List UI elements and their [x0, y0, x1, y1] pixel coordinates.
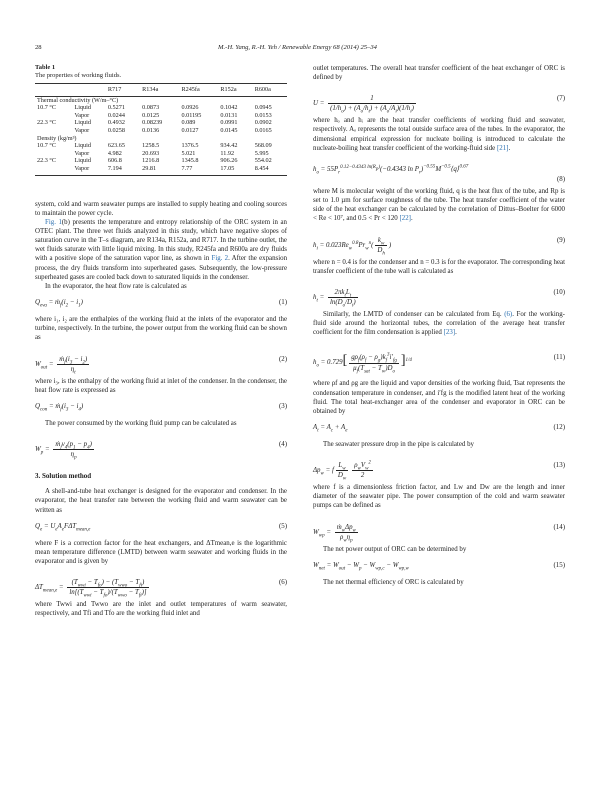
- reference-link[interactable]: [21]: [496, 144, 509, 152]
- equation-13: $\Delta p_w = f$ $\frac{L_w}{D_w}$ $\rho_wV_w^2$ 2 (13): [313, 460, 565, 482]
- equation-5: $Q_e = U_eA_eF\Delta T_{mean,e}$ (5): [35, 522, 287, 533]
- paragraph: A shell-and-tube heat exchanger is designed for the evaporator and condenser. In the evaporator, the heat transfer rate between the working fluid and warm seawater can be written as: [35, 488, 287, 514]
- table-cell: 5.995: [254, 149, 269, 157]
- equation-9: $h_i = 0.023Re_w^{0.8}Pr_w^n$( $\frac{k_w}{D_h}$ ) (9): [313, 236, 565, 257]
- table-cell: 0.0145: [220, 126, 238, 134]
- paragraph: where hₒ and hᵢ are the heat transfer coefficients of working fluid and seawater, respectively. Aₒ represents the total outside surface area of the tubes. In the evaporator, the dimensional empirical expression for nucleate boiling is introduced to calculate the nucleate-boiling heat transfer coefficient of the working-fluid side [21].: [313, 117, 565, 152]
- equation-2: $W_{out}$ = $\frac{ṁ_f(i_3 - i_2)}{\eta_t}$ (2): [35, 355, 287, 376]
- table-row: [35, 127, 287, 135]
- table-row: [35, 150, 287, 158]
- table-cell: 4.982: [107, 149, 122, 157]
- table-row: [35, 135, 287, 143]
- table-cell: 0.0945: [254, 104, 272, 112]
- table-cell: 17.05: [218, 165, 252, 175]
- table-cell: Liquid: [74, 119, 91, 127]
- reference-link[interactable]: [23]: [443, 329, 456, 337]
- table-cell: 20.693: [142, 149, 160, 157]
- equation-10: $h_t$ = $2\pi k_tL_t$ $\ln(D_o/D_i)$ (10): [313, 288, 565, 309]
- paragraph: where ρf and ρg are the liquid and vapor densities of the working fluid, Tsat represents the condensation temperature in condenser, and i′fg is the modified latent heat of the working fluid. The total heat-exchanger area of the condenser and evaporator in ORC can be obtained by: [313, 380, 565, 415]
- table-cell: 1258.5: [142, 142, 160, 150]
- left-column: [35, 64, 287, 618]
- reference-link[interactable]: [22]: [399, 215, 411, 223]
- table-row: [35, 119, 287, 127]
- table-cell: 0.0125: [142, 111, 160, 119]
- equation-14: $W_{wp}$ = $ṁ_w\Delta p_w$ $\rho_w\eta_p$ (14): [313, 523, 565, 544]
- table-cell: 1345.8: [181, 157, 199, 165]
- paragraph: The net thermal efficiency of ORC is calculated by: [323, 578, 464, 586]
- table-cell: [35, 112, 72, 120]
- table-cell: [35, 127, 72, 135]
- table-cell: 10.7 °C: [37, 142, 56, 150]
- equation-12: $A_t = A_c + A_e$ (12): [313, 423, 565, 434]
- equation-7: U = $\frac{1}{(1/h_o) + (A_o/h_t) + (A_o/A_i)(1/h_i)}$ (7): [313, 95, 565, 115]
- table-cell: Liquid: [74, 142, 91, 150]
- table-cell: 0.08239: [142, 119, 163, 127]
- paragraph: where M is molecular weight of the working fluid, q is the heat flux of the tube, and Rp is set to 1.0 µm for surface roughness of the tube. The heat transfer coefficient of the water side of the heat exchanger can be calculated by the correlation of Dittus–Boelter for 6000 < Re < 10⁷, and 0.5 < Pr < 120 [22].: [313, 187, 565, 223]
- table-cell: 0.089: [181, 119, 196, 127]
- equation-11: $h_o = 0.729$[ $g\rho_f(\rho_f - \rho_g)k_f^3i'_{fg}$ $\mu_f(T_{sat} - T_w)D_o$ ]$^{1/4}$ (11): [313, 353, 565, 374]
- table-cell: 0.5271: [107, 104, 125, 112]
- table-header-cell: R717: [106, 84, 140, 97]
- paragraph: where i₃, is the enthalpy of the working fluid at inlet of the condenser. In the condenser, the heat flow rate is expressed as: [35, 377, 287, 394]
- table-cell: Liquid: [74, 157, 91, 165]
- table-header-cell: R245fa: [179, 84, 218, 97]
- section-heading: 3. Solution method: [35, 472, 92, 481]
- table-cell: 0.0165: [254, 126, 272, 134]
- equation-link[interactable]: (6): [504, 310, 513, 318]
- paragraph: where f is a dimensionless friction factor, and Lw and Dw are the length and inner diameter of the seawater pipe. The power consumption of the cold and warm seawater pumps can be defined as: [313, 484, 565, 510]
- table-cell: 0.0258: [107, 126, 125, 134]
- paragraph: outlet temperatures. The overall heat transfer coefficient of the heat exchanger of ORC is defined by: [313, 65, 565, 82]
- table-section-title: Thermal conductivity (W/m–°C): [37, 96, 119, 104]
- table-cell: 8.454: [253, 165, 287, 175]
- table-cell: Liquid: [74, 104, 91, 112]
- table-header-cell: R152a: [218, 84, 252, 97]
- table-cell: 0.0136: [142, 126, 160, 134]
- table-row: [35, 165, 287, 175]
- table-cell: 606.8: [107, 157, 122, 165]
- table-row: [35, 112, 287, 120]
- table-caption-text: The properties of working fluids.: [35, 72, 122, 79]
- table-cell: 0.0991: [220, 119, 238, 127]
- table-cell: 0.0873: [142, 104, 160, 112]
- paragraph: The power consumed by the working fluid pump can be calculated as: [45, 419, 237, 427]
- table-cell: 0.0127: [181, 126, 199, 134]
- table-cell: 0.1042: [220, 104, 238, 112]
- table-cell: Vapor: [72, 165, 105, 175]
- table-cell: 1216.8: [142, 157, 160, 165]
- table-cell: 0.0131: [220, 111, 238, 119]
- paragraph: where Twwi and Twwo are the inlet and outlet temperatures of warm seawater, respectively, and Tfi and Tfo are the working fluid inlet and: [35, 601, 287, 618]
- table-cell: 0.4932: [107, 119, 125, 127]
- paragraph: where F is a correction factor for the heat exchangers, and ΔTmean,e is the logarithmic mean temperature difference (LMTD) between warm seawater and working fluids in the evaporator and is given by: [35, 539, 287, 565]
- table-header-cell: R134a: [140, 84, 179, 97]
- page-number: 28: [35, 44, 42, 51]
- table-cell: 22.3 °C: [37, 157, 56, 165]
- table-cell: 1376.5: [181, 142, 199, 150]
- table-cell: [35, 150, 72, 158]
- table-cell: Vapor: [74, 111, 90, 119]
- paragraph: The net power output of ORC can be determined by: [323, 545, 467, 553]
- table-cell: 0.0926: [181, 104, 199, 112]
- paragraph: system, cold and warm seawater pumps are installed to supply heating and cooling sources to maintain the power cycle.: [35, 200, 287, 217]
- table-header-cell: R600a: [253, 84, 287, 97]
- equation-6: $\Delta T_{mean,e}$ = $(T_{wwi} - T_{fo}) - (T_{wwo} - T_{fi})$ $\ln[(T_{wwi} - T_{fo})/(T_{wwo} - T_{fi})]$ (6): [35, 579, 287, 599]
- table-cell: 22.3 °C: [37, 119, 56, 127]
- equation-4: $W_p$ = $ṁ_fv_4(p_1 - p_4)$ $\eta_p$ (4): [35, 441, 287, 461]
- properties-table: [35, 83, 287, 176]
- table-row: [35, 96, 287, 104]
- right-column: [313, 64, 565, 587]
- equation-8: $h_o = 55P_r^{0.12-0.4343 ln(R_p)}(-0.4343$ $\ln P_r)^{-0.55}M^{-0.5}⟨q⟩^{0.67}$ (8): [313, 164, 565, 183]
- table-cell: 0.0244: [107, 111, 125, 119]
- table-cell: Vapor: [74, 149, 90, 157]
- table-row: [35, 104, 287, 112]
- table-cell: 11.92: [220, 149, 235, 157]
- table-cell: 10.7 °C: [37, 104, 56, 112]
- table-label: Table 1: [35, 64, 56, 71]
- equation-15: $W_{net} = W_{out} - W_p - W_{wp,c} - W_{wp,w}$ (15): [313, 561, 565, 572]
- table-cell: 29.81: [140, 165, 179, 175]
- paragraph: where n = 0.4 is for the condenser and n = 0.3 is for the evaporator. The corresponding heat transfer coefficient of the tube wall is calculated as: [313, 258, 565, 275]
- table-cell: Vapor: [74, 126, 90, 134]
- figure-link[interactable]: Fig. 1: [45, 218, 62, 226]
- table-cell: 7.77: [179, 165, 218, 175]
- paragraph: Similarly, the LMTD of condenser can be calculated from Eq. (6). For the working-fluid side around the horizontal tubes, the correlation of the average heat transfer coefficient for the film condensation is applied [23].: [313, 310, 565, 337]
- paragraph: where i₁, i₂ are the enthalpies of the working fluid at the inlets of the evaporator and the turbine, respectively. In the turbine, the power output from the working fluid can be shown as: [35, 316, 287, 342]
- table-cell: 554.02: [254, 157, 272, 165]
- table-cell: 0.01195: [181, 111, 202, 119]
- table-cell: [35, 165, 72, 175]
- paragraph: In the evaporator, the heat flow rate is calculated as: [45, 282, 187, 290]
- table-row: [35, 157, 287, 165]
- table-section-title: Density (kg/m³): [37, 134, 77, 142]
- figure-link[interactable]: Fig. 2: [211, 255, 229, 263]
- running-title: M.-H. Yang, R.-H. Yeh / Renewable Energy 68 (2014) 25–34: [218, 44, 377, 51]
- table-cell: 7.194: [106, 165, 140, 175]
- table-cell: 5.021: [181, 149, 196, 157]
- equation-1: $Q_{eva}$ = $ṁ_f(i_2 - i_1)$ (1): [35, 299, 287, 309]
- table-header-cell: [72, 84, 105, 97]
- table-header-cell: [35, 84, 72, 97]
- table-cell: 906.26: [220, 157, 238, 165]
- table-cell: 934.42: [220, 142, 238, 150]
- paragraph: Fig. 1(b) presents the temperature and entropy relationship of the ORC system in an OTEC plant. The three wet fluids analyzed in this study, which have negative slopes of saturation curve in the T–s diagram, are R134a, R152a, and R717. In the turbine outlet, the wet fluids saturate with little liquid mixing. In this study, R245fa and R600a are dry fluids with a positive slope of the saturation vapor line, as shown in Fig. 2. After the expansion process, the dry fluids transform into superheated gases. Subsequently, the low-pressure superheated gases are cooled back down to saturated liquids in the condenser.: [35, 218, 288, 281]
- table-caption: [35, 64, 287, 80]
- table-row: [35, 142, 287, 150]
- equation-3: $Q_{con}$ = $ṁ_f(i_3 - i_4)$ (3): [35, 402, 287, 413]
- table-cell: 568.09: [254, 142, 272, 150]
- paragraph: The seawater pressure drop in the pipe is calculated by: [323, 440, 474, 448]
- table-cell: 0.0902: [254, 119, 272, 127]
- table-cell: 0.0153: [254, 111, 272, 119]
- table-cell: 623.65: [107, 142, 125, 150]
